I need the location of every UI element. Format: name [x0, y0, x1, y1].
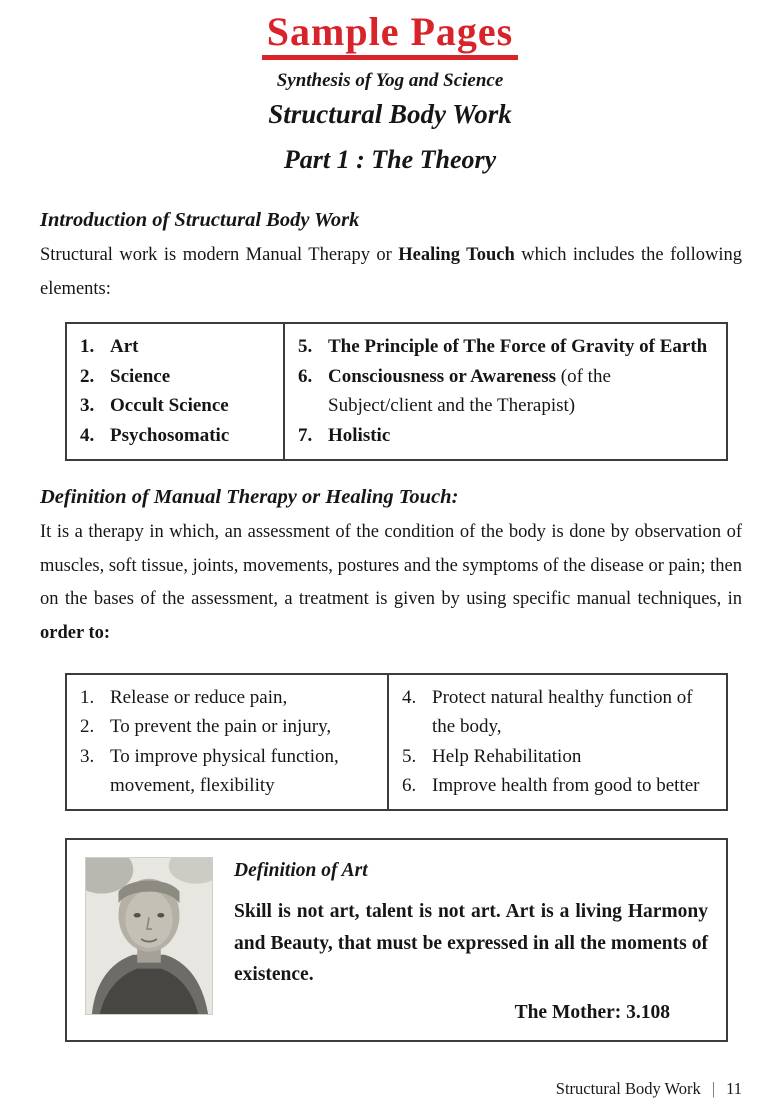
intro-heading: Introduction of Structural Body Work: [40, 209, 360, 231]
list-item: 6. Consciousness or Awareness (of the Subject/client and the Therapist): [298, 365, 611, 417]
list-item: 4. Protect natural healthy function of the body,: [402, 686, 693, 738]
sample-pages-title: Sample Pages: [262, 10, 518, 60]
page-header: [0, 0, 780, 175]
intro-text-pre: Structural work is modern Manual Therapy or: [40, 245, 399, 265]
intro-text-post: which includes the following elements:: [40, 245, 743, 299]
intro-text-bold: Healing Touch: [398, 245, 515, 265]
list-item: 3. To improve physical function, movement, flexibility: [80, 745, 339, 796]
definition-text-bold: order to:: [40, 623, 111, 644]
elements-table: [65, 322, 728, 461]
definition-paragraph: [40, 516, 742, 651]
definition-text-pre: It is a therapy in which, an assessment of the condition of the body is done by observation of muscles, soft tissue, joints, movements, postures and the symptoms of the disease or pain; then on the bases of the assessment, a treatment is given by using specific manual techniques, in: [40, 522, 742, 610]
list-item: 1. Release or reduce pain,: [80, 686, 288, 708]
art-attribution: The Mother: 3.108: [514, 1002, 670, 1023]
art-heading: Definition of Art: [234, 860, 368, 882]
part-title: Part 1 : The Theory: [283, 145, 497, 174]
list-item: 2. Science: [80, 365, 171, 387]
page-number: 11: [726, 1079, 742, 1098]
book-title: Structural Body Work: [268, 99, 512, 129]
list-item: 2. To prevent the pain or injury,: [80, 716, 332, 738]
art-content: [234, 857, 708, 1024]
purpose-right-column: [389, 675, 726, 810]
list-item: 5. Help Rehabilitation: [402, 745, 582, 767]
portrait-image: [85, 857, 213, 1015]
elements-right-column: [285, 324, 726, 459]
list-item: 3. Occult Science: [80, 395, 229, 417]
list-item: 7. Holistic: [298, 424, 391, 446]
list-item: 1. Art: [80, 336, 139, 358]
page-footer: [556, 1079, 742, 1099]
purpose-left-column: [67, 675, 389, 810]
art-quote: Skill is not art, talent is not art. Art is a living Harmony and Beauty, that must be expressed in all the moments of existence.: [234, 901, 708, 985]
series-subtitle: Synthesis of Yog and Science: [276, 70, 504, 91]
intro-paragraph: [40, 239, 742, 306]
footer-separator: |: [711, 1079, 716, 1098]
list-item: 6. Improve health from good to better: [402, 775, 700, 796]
elements-left-column: [67, 324, 285, 459]
purpose-table: [65, 673, 728, 812]
definition-heading: Definition of Manual Therapy or Healing Touch:: [40, 486, 459, 509]
art-definition-box: [65, 838, 728, 1042]
list-item: 5. The Principle of The Force of Gravity of Earth: [298, 336, 708, 358]
list-item: 4. Psychosomatic: [80, 424, 230, 446]
footer-book-title: Structural Body Work: [555, 1079, 701, 1098]
